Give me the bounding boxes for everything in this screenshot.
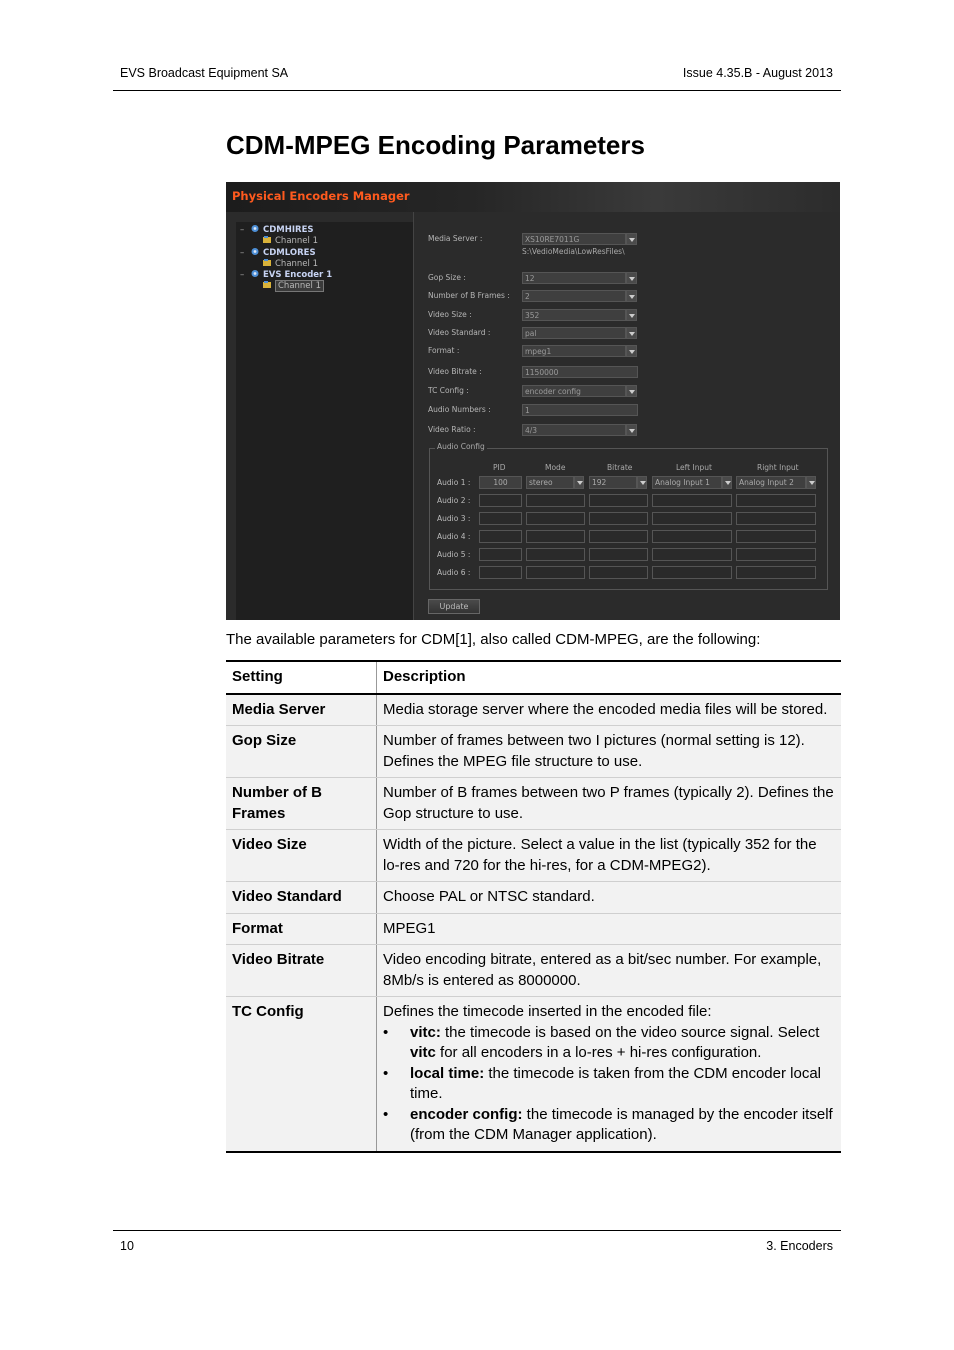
chevron-down-icon[interactable] <box>626 345 637 357</box>
audio-pid-input[interactable] <box>479 566 522 579</box>
audio-numbers-label: Audio Numbers : <box>428 405 491 414</box>
gop-size-label: Gop Size : <box>428 273 466 282</box>
audio-row-label: Audio 4 : <box>437 532 471 541</box>
audio-right-input-select[interactable] <box>736 548 816 561</box>
setting-name: Video Bitrate <box>226 945 377 997</box>
chevron-down-icon[interactable] <box>574 476 584 489</box>
audio-right-input-select[interactable] <box>736 530 816 543</box>
audio-right-input-select[interactable] <box>736 512 816 525</box>
table-row <box>226 882 841 914</box>
header-issue: Issue 4.35.B - August 2013 <box>682 66 833 80</box>
setting-name: Format <box>226 913 377 945</box>
window-title: Physical Encoders Manager <box>232 189 410 203</box>
b-frames-label: Number of B Frames : <box>428 291 510 300</box>
table-row <box>226 778 841 830</box>
chevron-down-icon[interactable] <box>626 309 637 321</box>
table-row <box>226 726 841 778</box>
audio1-bitrate-select[interactable]: 192 <box>589 476 637 489</box>
audio-numbers-input[interactable]: 1 <box>522 404 638 416</box>
audio-mode-select[interactable] <box>526 566 585 579</box>
tc-config-options <box>383 1023 835 1146</box>
setting-name: Video Size <box>226 830 377 882</box>
audio-bitrate-select[interactable] <box>589 530 648 543</box>
page-footer <box>113 1230 841 1253</box>
header-company: EVS Broadcast Equipment SA <box>120 66 289 80</box>
collapse-icon[interactable]: – <box>240 270 245 281</box>
channel-icon <box>262 258 272 267</box>
chevron-down-icon[interactable] <box>637 476 647 489</box>
description-col-header: Description <box>377 661 842 694</box>
chapter-name: 3. Encoders <box>766 1239 833 1253</box>
video-standard-select[interactable]: pal <box>522 327 626 339</box>
tc-config-select[interactable]: encoder config <box>522 385 626 397</box>
chevron-down-icon[interactable] <box>626 385 637 397</box>
encoder-icon <box>250 224 260 233</box>
chevron-down-icon[interactable] <box>722 476 732 489</box>
audio-pid-input[interactable] <box>479 530 522 543</box>
gop-size-select[interactable]: 12 <box>522 272 626 284</box>
audio-right-input-select[interactable] <box>736 494 816 507</box>
audio-mode-select[interactable] <box>526 530 585 543</box>
audio-bitrate-select[interactable] <box>589 512 648 525</box>
setting-name: Video Standard <box>226 882 377 914</box>
audio-bitrate-select[interactable] <box>589 548 648 561</box>
audio1-pid-input[interactable]: 100 <box>479 476 522 489</box>
setting-name: Media Server <box>226 694 377 726</box>
setting-description: Number of frames between two I pictures (normal setting is 12). Defines the MPEG file structure to use. <box>377 726 842 778</box>
mode-col-header: Mode <box>545 463 566 472</box>
audio-left-input-select[interactable] <box>652 512 732 525</box>
video-ratio-select[interactable]: 4/3 <box>522 424 626 436</box>
collapse-icon[interactable]: – <box>240 225 245 235</box>
format-label: Format : <box>428 346 460 355</box>
encoders-manager-screenshot <box>226 182 840 620</box>
video-bitrate-label: Video Bitrate : <box>428 367 482 376</box>
tree-node-cdmhires[interactable]: – CDMHIRES <box>240 225 314 235</box>
audio-row-label: Audio 1 : <box>437 478 471 487</box>
audio-config-group <box>429 442 828 590</box>
format-select[interactable]: mpeg1 <box>522 345 626 357</box>
media-server-select[interactable]: XS10RE7011G <box>522 233 626 245</box>
video-ratio-label: Video Ratio : <box>428 425 476 434</box>
table-row <box>226 945 841 997</box>
audio1-left-input-select[interactable]: Analog Input 1 <box>652 476 722 489</box>
page-header <box>113 66 841 91</box>
video-size-select[interactable]: 352 <box>522 309 626 321</box>
tree-channel[interactable]: Channel 1 <box>240 258 332 269</box>
tree-channel[interactable]: Channel 1 <box>240 235 332 246</box>
chevron-down-icon[interactable] <box>626 233 637 245</box>
tc-config-intro: Defines the timecode inserted in the encoded file: <box>383 1003 712 1020</box>
table-row <box>226 997 841 1152</box>
chevron-down-icon[interactable] <box>626 327 637 339</box>
audio1-right-input-select[interactable]: Analog Input 2 <box>736 476 806 489</box>
audio-right-input-select[interactable] <box>736 566 816 579</box>
page-title: CDM-MPEG Encoding Parameters <box>226 130 645 160</box>
audio-left-input-select[interactable] <box>652 530 732 543</box>
setting-description: Video encoding bitrate, entered as a bit/sec number. For example, 8Mb/s is entered as 8000000. <box>377 945 842 997</box>
encoder-tree-pane <box>236 222 414 620</box>
table-row <box>226 830 841 882</box>
setting-name: Number of B Frames <box>226 778 377 830</box>
tc-config-label: TC Config : <box>428 386 469 395</box>
audio1-mode-select[interactable]: stereo <box>526 476 574 489</box>
pid-col-header: PID <box>493 463 506 472</box>
audio-config-legend: Audio Config <box>437 442 485 451</box>
setting-description: Width of the picture. Select a value in the list (typically 352 for the lo-res and 720 for the hi-res, for a CDM-MPEG2). <box>377 830 842 882</box>
encoder-icon <box>250 269 260 278</box>
chevron-down-icon[interactable] <box>626 424 637 436</box>
list-item: • vitc: the timecode is based on the video source signal. Select vitc for all encoders in a lo-res + hi-res configuration. <box>383 1023 835 1064</box>
chevron-down-icon[interactable] <box>806 476 816 489</box>
chevron-down-icon[interactable] <box>626 290 637 302</box>
update-button[interactable]: Update <box>428 599 480 614</box>
audio-pid-input[interactable] <box>479 512 522 525</box>
setting-name: Gop Size <box>226 726 377 778</box>
page-number: 10 <box>120 1239 134 1253</box>
video-standard-label: Video Standard : <box>428 328 491 337</box>
pane-divider <box>413 212 414 620</box>
audio-row-label: Audio 2 : <box>437 496 471 505</box>
bitrate-col-header: Bitrate <box>607 463 633 472</box>
audio-mode-select[interactable] <box>526 494 585 507</box>
window-titlebar <box>226 182 840 212</box>
video-bitrate-input[interactable]: 1150000 <box>522 366 638 378</box>
encoder-icon <box>250 247 260 256</box>
table-row <box>226 913 841 945</box>
setting-col-header: Setting <box>226 661 377 694</box>
setting-description: Number of B frames between two P frames (typically 2). Defines the Gop structure to use. <box>377 778 842 830</box>
right-input-col-header: Right Input <box>757 463 799 472</box>
left-input-col-header: Left Input <box>676 463 712 472</box>
setting-description <box>377 997 842 1152</box>
channel-icon <box>262 280 272 289</box>
audio-mode-select[interactable] <box>526 512 585 525</box>
setting-name: TC Config <box>226 997 377 1152</box>
tree-node-cdmlores[interactable]: – CDMLORES <box>240 247 316 258</box>
list-item: • encoder config: the timecode is managed by the encoder itself (from the CDM Manager application). <box>383 1105 835 1146</box>
tree-node-evs-encoder-1[interactable]: – EVS Encoder 1 <box>240 270 333 281</box>
audio-left-input-select[interactable] <box>652 566 732 579</box>
audio-left-input-select[interactable] <box>652 494 732 507</box>
list-item: • local time: the timecode is taken from the CDM encoder local time. <box>383 1064 835 1105</box>
media-server-path: S:\VedioMedia\LowResFiles\ <box>522 247 625 256</box>
audio-pid-input[interactable] <box>479 548 522 561</box>
parameters-table <box>226 660 841 1153</box>
audio-bitrate-select[interactable] <box>589 494 648 507</box>
setting-description: Media storage server where the encoded media files will be stored. <box>377 694 842 726</box>
audio-row-label: Audio 6 : <box>437 568 471 577</box>
table-row <box>226 694 841 726</box>
intro-text: The available parameters for CDM[1], also called CDM-MPEG, are the following: <box>226 631 761 648</box>
setting-description: MPEG1 <box>377 913 842 945</box>
audio-left-input-select[interactable] <box>652 548 732 561</box>
chevron-down-icon[interactable] <box>626 272 637 284</box>
audio-bitrate-select[interactable] <box>589 566 648 579</box>
audio-row-label: Audio 5 : <box>437 550 471 559</box>
audio-pid-input[interactable] <box>479 494 522 507</box>
setting-description: Choose PAL or NTSC standard. <box>377 882 842 914</box>
media-server-label: Media Server : <box>428 234 483 243</box>
tree-channel-selected[interactable]: Channel 1 <box>240 280 332 291</box>
video-size-label: Video Size : <box>428 310 472 319</box>
audio-row-label: Audio 3 : <box>437 514 471 523</box>
b-frames-select[interactable]: 2 <box>522 290 626 302</box>
audio-mode-select[interactable] <box>526 548 585 561</box>
collapse-icon[interactable]: – <box>240 247 245 258</box>
channel-icon <box>262 235 272 244</box>
